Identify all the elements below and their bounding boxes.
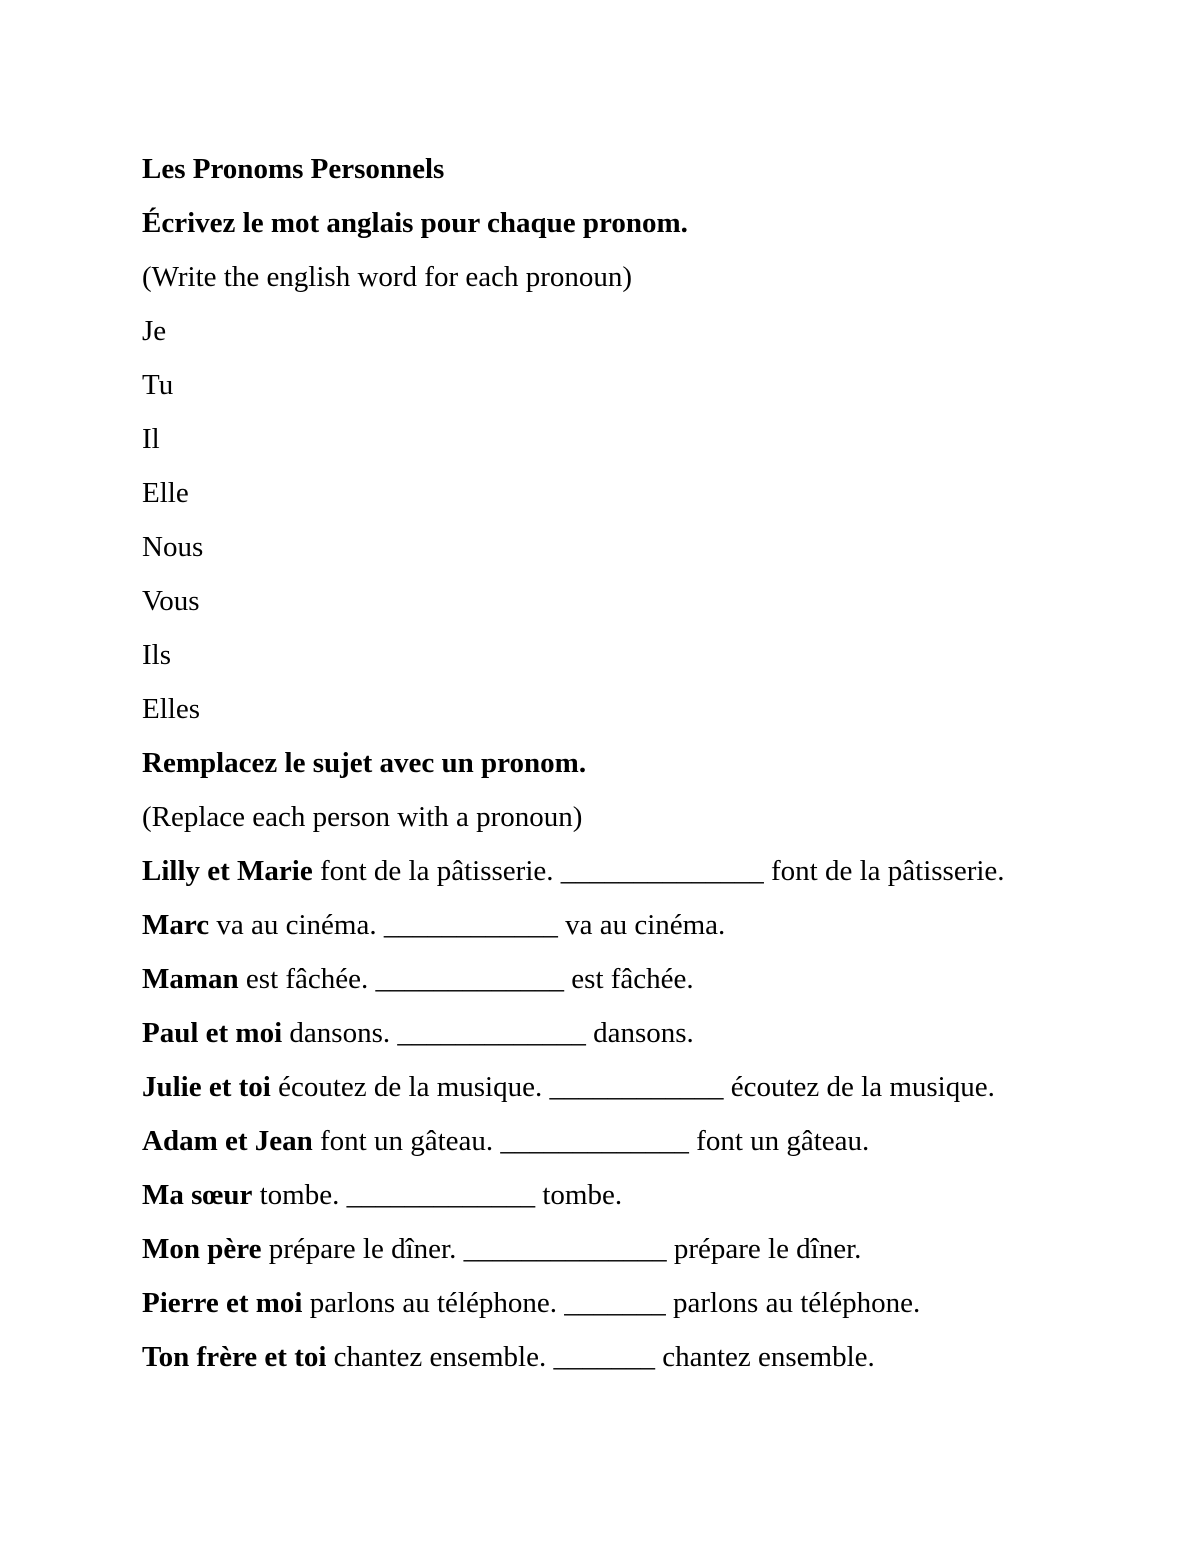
sentence-text: est fâchée. [238, 963, 376, 995]
sentence-subject: Ma sœur [142, 1179, 253, 1211]
sentence-ending: est fâchée. [564, 963, 694, 995]
sentence-text: chantez ensemble. [326, 1341, 554, 1373]
answer-blank: ______________ [560, 855, 764, 887]
sentence-subject: Paul et moi [142, 1017, 283, 1049]
sentence-subject: Ton frère et toi [142, 1341, 327, 1373]
sentence-row [142, 898, 1102, 952]
sentence-text: font de la pâtisserie. [312, 855, 561, 887]
sentence-text: va au cinéma. [209, 909, 384, 941]
answer-blank: _____________ [500, 1125, 689, 1157]
sentence-row [142, 1168, 1102, 1222]
pronoun-item: Ils [142, 639, 171, 671]
sentence-row [142, 1114, 1102, 1168]
sentence-ending: va au cinéma. [557, 909, 726, 941]
sentence-row [142, 1276, 1102, 1330]
sentence-row [142, 952, 1102, 1006]
sentence-row [142, 1330, 1102, 1384]
section2-instruction: (Replace each person with a pronoun) [142, 801, 583, 833]
pronoun-item: Elle [142, 477, 189, 509]
answer-blank: _______ [553, 1341, 655, 1373]
answer-blank: ____________ [383, 909, 558, 941]
answer-blank: ____________ [549, 1071, 724, 1103]
answer-blank: _____________ [375, 963, 565, 995]
sentence-ending: tombe. [535, 1179, 623, 1211]
sentence-row [142, 1060, 1102, 1114]
page-title: Les Pronoms Personnels [142, 153, 445, 185]
sentence-text: dansons. [282, 1017, 398, 1049]
sentence-ending: dansons. [585, 1017, 694, 1049]
pronoun-item: Tu [142, 369, 174, 401]
sentence-subject: Lilly et Marie [142, 855, 313, 887]
answer-blank: _____________ [397, 1017, 586, 1049]
sentence-ending: prépare le dîner. [666, 1233, 862, 1265]
sentence-ending: chantez ensemble. [654, 1341, 875, 1373]
pronoun-item: Nous [142, 531, 204, 563]
sentence-text: font un gâteau. [312, 1125, 501, 1157]
sentence-ending: font un gâteau. [688, 1125, 870, 1157]
sentence-ending: parlons au téléphone. [665, 1287, 921, 1319]
answer-blank: ______________ [463, 1233, 667, 1265]
sentence-ending: font de la pâtisserie. [763, 855, 1005, 887]
pronoun-item: Elles [142, 693, 200, 725]
sentence-subject: Pierre et moi [142, 1287, 303, 1319]
sentence-subject: Mon père [142, 1233, 262, 1265]
worksheet-page [142, 142, 1102, 1384]
section2-heading: Remplacez le sujet avec un pronom. [142, 747, 587, 779]
sentence-row [142, 844, 1102, 898]
sentence-text: écoutez de la musique. [270, 1071, 550, 1103]
sentence-row [142, 1222, 1102, 1276]
sentence-subject: Maman [142, 963, 239, 995]
pronoun-item: Il [142, 423, 160, 455]
sentence-text: tombe. [252, 1179, 347, 1211]
pronoun-item: Vous [142, 585, 200, 617]
sentence-row [142, 1006, 1102, 1060]
answer-blank: _____________ [346, 1179, 536, 1211]
sentence-subject: Julie et toi [142, 1071, 271, 1103]
section1-heading: Écrivez le mot anglais pour chaque pronom. [142, 207, 688, 239]
pronoun-item: Je [142, 315, 167, 347]
answer-blank: _______ [564, 1287, 666, 1319]
sentence-subject: Marc [142, 909, 210, 941]
sentence-ending: écoutez de la musique. [723, 1071, 995, 1103]
sentence-text: parlons au téléphone. [302, 1287, 565, 1319]
section1-instruction: (Write the english word for each pronoun) [142, 261, 633, 293]
sentence-subject: Adam et Jean [142, 1125, 313, 1157]
sentence-text: prépare le dîner. [261, 1233, 464, 1265]
